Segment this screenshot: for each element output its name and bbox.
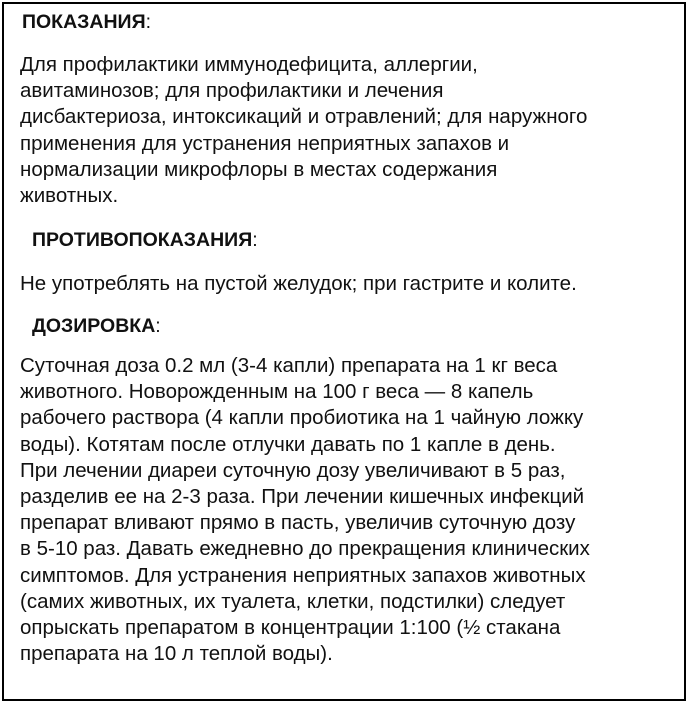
dosage-heading-colon: :	[155, 315, 161, 337]
text-line: в 5-10 раз. Давать ежедневно до прекращения клинических	[20, 537, 590, 561]
text-line: симптомов. Для устранения неприятных запахов животных	[20, 563, 586, 587]
text-line: (самих животных, их туалета, клетки, подстилки) следует	[20, 589, 566, 613]
dosage-heading	[32, 314, 161, 338]
dosage-heading-text: ДОЗИРОВКА	[32, 315, 156, 337]
text-line: дисбактериоза, интоксикаций и отравлений; для наружного	[20, 105, 588, 129]
indications-heading-colon: :	[145, 11, 152, 33]
indications-heading-text: ПОКАЗАНИЯ	[22, 11, 146, 33]
text-line: Не употреблять на пустой желудок; при гастрите и колите.	[20, 272, 577, 295]
contraindications-heading-text: ПРОТИВОПОКАЗАНИЯ	[32, 229, 253, 251]
text-line: воды). Котятам после отлучки давать по 1 капле в день.	[20, 432, 556, 456]
text-line: опрыскать препаратом в концентрации 1:100 (½ стакана	[20, 616, 561, 640]
contraindications-heading	[32, 228, 258, 252]
text-line: Для профилактики иммунодефицита, аллергии,	[20, 53, 478, 76]
text-line: нормализации микрофлоры в местах содержания	[20, 157, 498, 181]
text-line: препарата на 10 л теплой воды).	[20, 642, 333, 666]
contraindications-text	[20, 271, 577, 297]
indications-text	[20, 52, 587, 209]
text-line: животного. Новорожденным на 100 г веса — 8 капель	[20, 380, 534, 404]
text-line: препарат вливают прямо в пасть, увеличив суточную дозу	[20, 511, 576, 535]
text-line: авитаминозов; для профилактики и лечения	[20, 79, 444, 103]
text-line: разделив ее на 2-3 раза. При лечении кишечных инфекций	[20, 485, 585, 509]
dosage-text	[20, 353, 590, 667]
indications-heading	[22, 10, 151, 34]
text-line: животных.	[20, 184, 119, 208]
contraindications-heading-colon: :	[252, 229, 258, 251]
text-line: рабочего раствора (4 капли пробиотика на 1 чайную ложку	[20, 406, 584, 430]
text-line: применения для устранения неприятных запахов и	[20, 131, 510, 155]
text-line: Суточная доза 0.2 мл (3-4 капли) препарата на 1 кг веса	[20, 354, 558, 377]
text-line: При лечении диареи суточную дозу увеличивают в 5 раз,	[20, 458, 566, 482]
